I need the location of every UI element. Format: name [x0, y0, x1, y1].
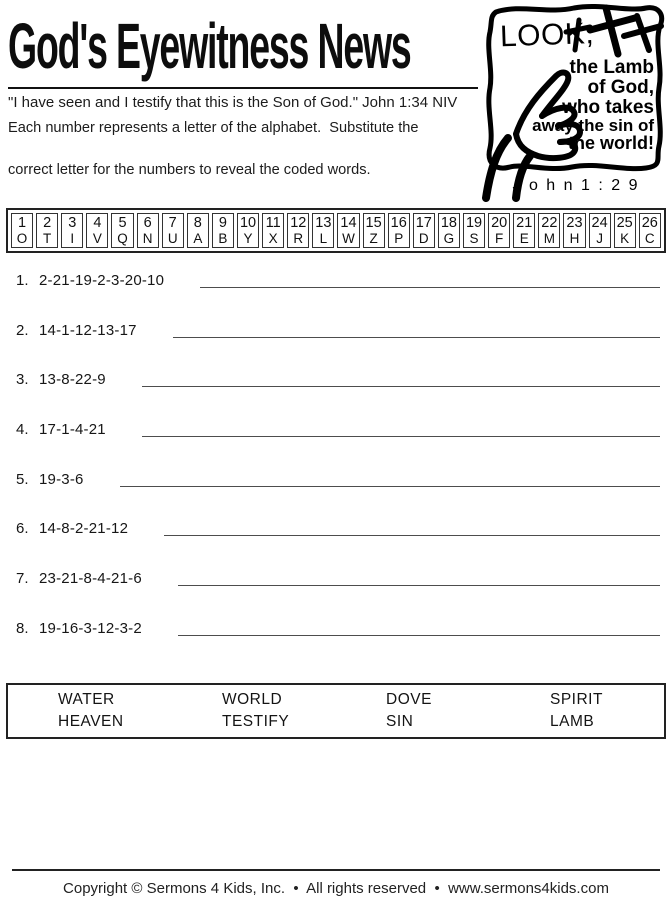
cipher-number: 12 — [290, 214, 307, 231]
puzzle-code: 14-8-2-21-12 — [39, 520, 129, 538]
cipher-letter: R — [293, 230, 304, 246]
word-bank-item: SPIRIT — [550, 691, 603, 708]
puzzle-code: 19-3-6 — [39, 470, 84, 488]
cipher-table — [6, 208, 666, 253]
cipher-letter: J — [596, 230, 603, 246]
page-title: God's Eyewitness News — [8, 10, 411, 82]
cipher-cell — [337, 213, 359, 248]
caption-line: the world! — [568, 133, 654, 153]
puzzle-number: 1. — [16, 272, 29, 289]
puzzle-code: 19-16-3-12-3-2 — [39, 619, 142, 637]
cipher-number: 22 — [541, 214, 558, 231]
instructions-line2: correct letter for the numbers to reveal the coded words. — [8, 162, 371, 178]
cipher-number: 17 — [415, 214, 432, 231]
instructions-line1: Each number represents a letter of the alphabet. Substitute the — [8, 120, 419, 136]
cipher-letter: G — [443, 230, 455, 246]
cipher-cell — [312, 213, 334, 248]
reference-text: J o h n 1 : 2 9 — [512, 177, 640, 194]
cipher-number: 24 — [591, 214, 608, 231]
cipher-letter: Y — [243, 230, 253, 246]
look-text: LOOK, — [499, 17, 595, 54]
cipher-letter: A — [193, 230, 203, 246]
answer-blank-line — [178, 619, 660, 636]
cipher-number: 10 — [239, 214, 257, 231]
cipher-letter: P — [394, 230, 404, 246]
puzzle-code: 23-21-8-4-21-6 — [39, 570, 142, 588]
cipher-number: 5 — [118, 214, 127, 231]
cipher-letter: N — [142, 230, 153, 246]
word-bank-item: DOVE — [386, 691, 432, 708]
word-bank-item: SIN — [386, 713, 414, 730]
cipher-cell — [137, 213, 159, 248]
cipher-cell — [488, 213, 510, 248]
cipher-cell — [187, 213, 209, 248]
word-bank-item: WORLD — [222, 691, 283, 708]
cipher-number: 1 — [18, 214, 27, 231]
cipher-letter: K — [620, 230, 630, 246]
cipher-letter: S — [469, 230, 479, 246]
cipher-letter: X — [268, 230, 278, 246]
cipher-number: 7 — [168, 214, 177, 231]
puzzle-number: 5. — [16, 470, 29, 488]
caption-line: of God, — [587, 77, 654, 98]
cipher-cell — [11, 213, 33, 248]
cipher-number: 18 — [440, 214, 457, 231]
cipher-cell — [287, 213, 309, 248]
cipher-cell — [589, 213, 611, 248]
cipher-letter: W — [342, 230, 355, 246]
cipher-letter: H — [569, 230, 580, 246]
cipher-number: 2 — [43, 214, 52, 231]
cipher-letter: D — [418, 230, 429, 246]
puzzle-row — [0, 470, 672, 520]
cipher-number: 23 — [566, 214, 583, 231]
cipher-cell — [513, 213, 535, 248]
footer-divider — [12, 869, 660, 871]
cipher-letter: B — [218, 230, 228, 246]
clipart-svg — [478, 0, 672, 202]
puzzle-row — [0, 321, 672, 371]
answer-blank-line — [142, 420, 660, 437]
puzzle-number: 8. — [16, 619, 29, 637]
cipher-letter: O — [16, 230, 28, 246]
verse-text: "I have seen and I testify that this is the Son of God." John 1:34 NIV — [8, 94, 458, 111]
cipher-cell — [563, 213, 585, 248]
cipher-number: 11 — [265, 214, 281, 231]
cipher-letter: U — [167, 230, 178, 246]
cipher-letter: L — [319, 230, 328, 246]
cipher-number: 9 — [218, 214, 227, 231]
cipher-number: 6 — [143, 214, 152, 231]
puzzle-code: 13-8-22-9 — [39, 371, 106, 389]
word-bank-item: HEAVEN — [58, 713, 124, 730]
cipher-cell — [237, 213, 259, 248]
puzzle-row — [0, 271, 672, 321]
answer-blank-line — [200, 271, 660, 288]
puzzle-row — [0, 420, 672, 470]
puzzle-code: 14-1-12-13-17 — [39, 321, 137, 339]
answer-blank-line — [173, 321, 660, 338]
answer-blank-line — [142, 370, 660, 387]
caption-line: who takes — [562, 97, 654, 118]
cipher-letter: I — [70, 230, 75, 246]
cipher-number: 26 — [641, 214, 658, 231]
cipher-letter: M — [543, 230, 555, 246]
cipher-number: 19 — [465, 214, 483, 231]
puzzle-number: 2. — [16, 321, 29, 339]
cipher-number: 25 — [616, 214, 633, 231]
cipher-cell — [111, 213, 133, 248]
cipher-cell — [363, 213, 385, 248]
caption-line: the Lamb — [569, 57, 654, 78]
puzzle-row — [0, 619, 672, 669]
cipher-letter: V — [92, 230, 102, 246]
puzzle-number: 4. — [16, 421, 29, 439]
cipher-number: 13 — [315, 214, 332, 231]
cipher-letter: F — [495, 230, 504, 246]
word-bank-item: WATER — [58, 691, 115, 708]
cipher-number: 15 — [365, 214, 382, 231]
word-bank — [6, 683, 666, 739]
cipher-cell — [538, 213, 560, 248]
title-divider — [8, 87, 478, 89]
cipher-number: 21 — [516, 214, 533, 231]
cipher-number: 4 — [93, 214, 102, 231]
footer-copyright: Copyright © Sermons 4 Kids, Inc. • All rights reserved • www.sermons4kids.com — [63, 880, 609, 897]
puzzle-number: 7. — [16, 570, 29, 588]
answer-blank-line — [120, 470, 660, 487]
instructions-text — [8, 118, 478, 181]
cipher-cell — [162, 213, 184, 248]
cipher-letter: E — [519, 230, 529, 246]
cipher-cell — [438, 213, 460, 248]
puzzle-code: 2-21-19-2-3-20-10 — [39, 272, 165, 289]
cipher-cell — [388, 213, 410, 248]
cipher-cell — [86, 213, 108, 248]
cipher-letter: C — [644, 230, 655, 246]
cipher-letter: T — [43, 230, 52, 246]
puzzle-number: 6. — [16, 520, 29, 538]
cipher-number: 8 — [193, 214, 202, 231]
cipher-number: 16 — [390, 214, 407, 231]
puzzle-row — [0, 519, 672, 569]
cipher-cell — [212, 213, 234, 248]
answer-blank-line — [178, 569, 660, 586]
cipher-letter: Q — [117, 230, 128, 246]
cipher-cell — [639, 213, 661, 248]
cipher-cell — [463, 213, 485, 248]
puzzle-number: 3. — [16, 371, 29, 389]
cipher-cell — [614, 213, 636, 248]
cipher-number: 20 — [491, 214, 508, 231]
puzzle-list — [0, 271, 672, 669]
puzzle-row — [0, 370, 672, 420]
cipher-number: 3 — [68, 214, 77, 231]
cipher-cell — [36, 213, 58, 248]
puzzle-row — [0, 569, 672, 619]
puzzle-code: 17-1-4-21 — [39, 421, 106, 439]
lamb-of-god-illustration — [478, 0, 672, 202]
answer-blank-line — [164, 519, 660, 536]
cipher-number: 14 — [340, 214, 357, 231]
word-bank-item: LAMB — [550, 713, 595, 730]
cipher-letter: Z — [369, 230, 378, 246]
cipher-cell — [413, 213, 435, 248]
caption-line: away the sin of — [532, 116, 654, 135]
cipher-cell — [262, 213, 284, 248]
word-bank-item: TESTIFY — [222, 713, 290, 730]
cipher-cell — [61, 213, 83, 248]
